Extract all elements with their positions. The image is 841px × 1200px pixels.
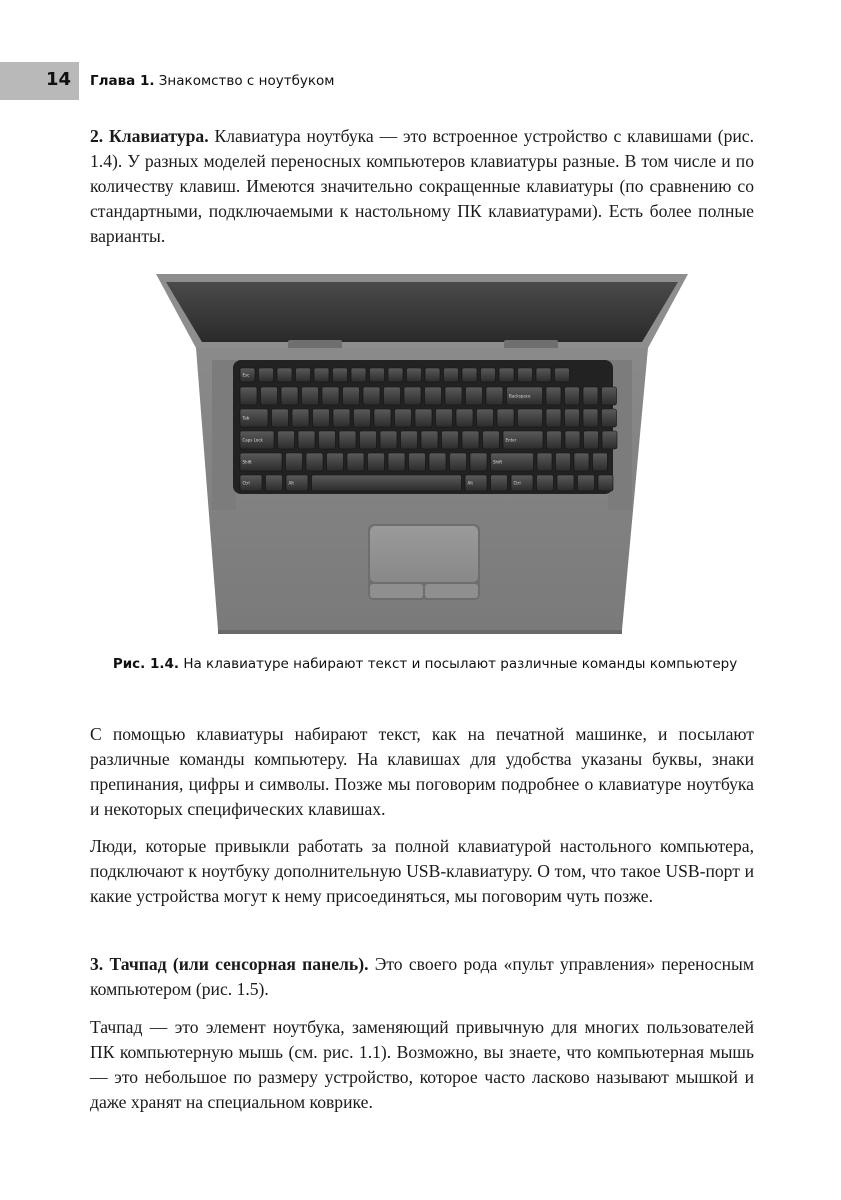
keyboard-key bbox=[409, 453, 426, 471]
paragraph-text: С помощью клавиатуры набирают текст, как на печатной машинке, и посылают различные команды компьютеру. На клавишах для удобства указаны буквы, знаки препинания, цифры и символы. Позже мы поговорим подробнее о клавиатуре ноутбука и некоторых специфических клавишах. bbox=[90, 724, 754, 819]
key-label: Ctrl bbox=[242, 480, 250, 486]
keyboard-key bbox=[593, 453, 608, 471]
keyboard-key bbox=[486, 387, 503, 405]
keyboard-key bbox=[602, 387, 617, 405]
keyboard-key bbox=[602, 409, 617, 427]
key-label: Esc bbox=[242, 372, 250, 378]
paragraph-typing bbox=[90, 722, 754, 822]
keyboard-key bbox=[327, 453, 344, 471]
keyboard-key bbox=[388, 368, 403, 382]
keyboard-key bbox=[583, 409, 598, 427]
keyboard-key bbox=[319, 431, 336, 449]
key-label: Tab bbox=[242, 415, 250, 421]
keyboard-key bbox=[537, 453, 552, 471]
keyboard-key bbox=[477, 409, 494, 427]
keyboard-key bbox=[602, 431, 617, 449]
keyboard-key bbox=[574, 453, 589, 471]
key-label: Alt bbox=[288, 480, 294, 486]
keyboard-key bbox=[374, 409, 391, 427]
keyboard-key bbox=[584, 431, 599, 449]
keyboard-key bbox=[277, 368, 292, 382]
keyboard-key bbox=[429, 453, 446, 471]
keyboard-key bbox=[298, 431, 315, 449]
caption-text: На клавиатуре набирают текст и посылают различные команды компьютеру bbox=[179, 656, 738, 672]
keyboard-key bbox=[266, 475, 283, 491]
paragraph-text: Клавиатура ноутбука — это встроенное устройство с клавишами (рис. 1.4). У разных моделей переносных компьютеров клавиатуры разные. В том числе и по количеству клавиш. Имеются значительно сокращенные клавиатуры (по сравнению со стандартными, подключаемыми к настольному ПК клавиатурами). Есть более полные варианты. bbox=[90, 126, 754, 246]
chapter-label: Глава 1. bbox=[90, 73, 155, 89]
keyboard-key bbox=[466, 387, 483, 405]
caption-label: Рис. 1.4. bbox=[112, 656, 180, 672]
keyboard-key bbox=[436, 409, 453, 427]
keyboard-key bbox=[259, 368, 274, 382]
keyboard-key bbox=[281, 387, 298, 405]
key-label: Alt bbox=[467, 480, 473, 486]
keyboard-key bbox=[415, 409, 432, 427]
keyboard-key bbox=[470, 453, 487, 471]
keyboard-key bbox=[565, 409, 580, 427]
keyboard-key bbox=[388, 453, 405, 471]
keyboard-key bbox=[425, 387, 442, 405]
keyboard-key bbox=[546, 409, 561, 427]
keyboard-key bbox=[401, 431, 418, 449]
keyboard-key bbox=[537, 475, 554, 491]
keyboard-key bbox=[333, 368, 348, 382]
keyboard-key bbox=[351, 368, 366, 382]
keyboard-key bbox=[339, 431, 356, 449]
keyboard-key bbox=[421, 431, 438, 449]
laptop-illustration bbox=[148, 268, 696, 636]
keyboard-key bbox=[407, 368, 422, 382]
keyboard-key bbox=[404, 387, 421, 405]
key-label: Backspace bbox=[509, 393, 531, 399]
paragraph-text: Тачпад — это элемент ноутбука, заменяющий привычную для многих пользователей ПК компьютерную мышь (см. рис. 1.1). Возможно, вы знаете, что компьютерная мышь — это небольшое по размеру устройство, которое часто ласково называют мышкой и даже хранят на специальном коврике. bbox=[90, 1017, 754, 1112]
keyboard-key bbox=[556, 453, 571, 471]
figure-caption bbox=[100, 654, 750, 674]
keyboard-key bbox=[444, 368, 459, 382]
keyboard-key bbox=[483, 431, 500, 449]
keyboard-key bbox=[240, 387, 257, 405]
keyboard-key bbox=[583, 387, 598, 405]
paragraph-text: Это своего рода «пульт управления» переносным компьютером (рис. 1.5). bbox=[90, 954, 754, 999]
keyboard-key bbox=[456, 409, 473, 427]
keyboard-key bbox=[445, 387, 462, 405]
keyboard-key bbox=[499, 368, 514, 382]
keyboard-key bbox=[565, 387, 580, 405]
keyboard-key bbox=[518, 409, 543, 427]
keyboard-key bbox=[481, 368, 496, 382]
paragraph-usb-keyboard bbox=[90, 834, 754, 909]
keyboard-key bbox=[312, 475, 462, 491]
keyboard-key bbox=[462, 431, 479, 449]
paragraph-text: Люди, которые привыкли работать за полной клавиатурой настольного компьютера, подключают к ноутбуку дополнительную USB-клавиатуру. О том, что такое USB-порт и какие устройства могут к нему присоединяться, мы поговорим чуть позже. bbox=[90, 836, 754, 906]
page-number-box bbox=[0, 62, 79, 100]
paragraph-touchpad-mouse bbox=[90, 1015, 754, 1115]
key-label: Caps Lock bbox=[242, 437, 263, 443]
keyboard-key bbox=[380, 431, 397, 449]
paragraph-keyboard bbox=[90, 124, 754, 249]
chapter-title: Знакомство с ноутбуком bbox=[158, 73, 335, 89]
keyboard-key bbox=[347, 453, 364, 471]
keyboard-key bbox=[333, 409, 350, 427]
keyboard-key bbox=[578, 475, 595, 491]
keyboard-key bbox=[278, 431, 295, 449]
keyboard-key bbox=[272, 409, 289, 427]
keyboard-key bbox=[491, 475, 508, 491]
keyboard-key bbox=[598, 475, 613, 491]
running-header bbox=[0, 62, 841, 100]
keyboard-key bbox=[343, 387, 360, 405]
keyboard-key bbox=[306, 453, 323, 471]
key-label: Ctrl bbox=[513, 480, 521, 486]
keyboard-key bbox=[314, 368, 329, 382]
keyboard-key bbox=[462, 368, 477, 382]
keyboard-key bbox=[546, 387, 561, 405]
keyboard-key bbox=[370, 368, 385, 382]
key-label: Enter bbox=[505, 437, 517, 443]
paragraph-touchpad bbox=[90, 952, 754, 1002]
key-label: Shift bbox=[493, 459, 503, 465]
keyboard-key bbox=[565, 431, 580, 449]
keyboard-key bbox=[261, 387, 278, 405]
key-label: Shift bbox=[242, 459, 252, 465]
keyboard-key bbox=[450, 453, 467, 471]
keyboard-key bbox=[555, 368, 570, 382]
keyboard-key bbox=[360, 431, 377, 449]
keyboard-key bbox=[363, 387, 380, 405]
keyboard-key bbox=[313, 409, 330, 427]
keyboard-key bbox=[536, 368, 551, 382]
page-number: 14 bbox=[45, 69, 71, 90]
keyboard-key bbox=[368, 453, 385, 471]
keyboard-key bbox=[557, 475, 574, 491]
keyboard-key bbox=[395, 409, 412, 427]
keyboard-key bbox=[384, 387, 401, 405]
figure-laptop bbox=[148, 268, 696, 636]
paragraph-lead: 3. Тачпад (или сенсорная панель). bbox=[90, 954, 369, 974]
keyboard-key bbox=[292, 409, 309, 427]
running-head bbox=[90, 73, 335, 89]
keyboard-key bbox=[296, 368, 311, 382]
keyboard-key bbox=[442, 431, 459, 449]
keyboard-key bbox=[497, 409, 514, 427]
keyboard-key bbox=[286, 453, 303, 471]
keyboard-key bbox=[547, 431, 562, 449]
keyboard-key bbox=[354, 409, 371, 427]
paragraph-lead: 2. Клавиатура. bbox=[90, 126, 209, 146]
keyboard-key bbox=[322, 387, 339, 405]
keyboard-key bbox=[425, 368, 440, 382]
keyboard-key bbox=[518, 368, 533, 382]
keyboard-key bbox=[302, 387, 319, 405]
